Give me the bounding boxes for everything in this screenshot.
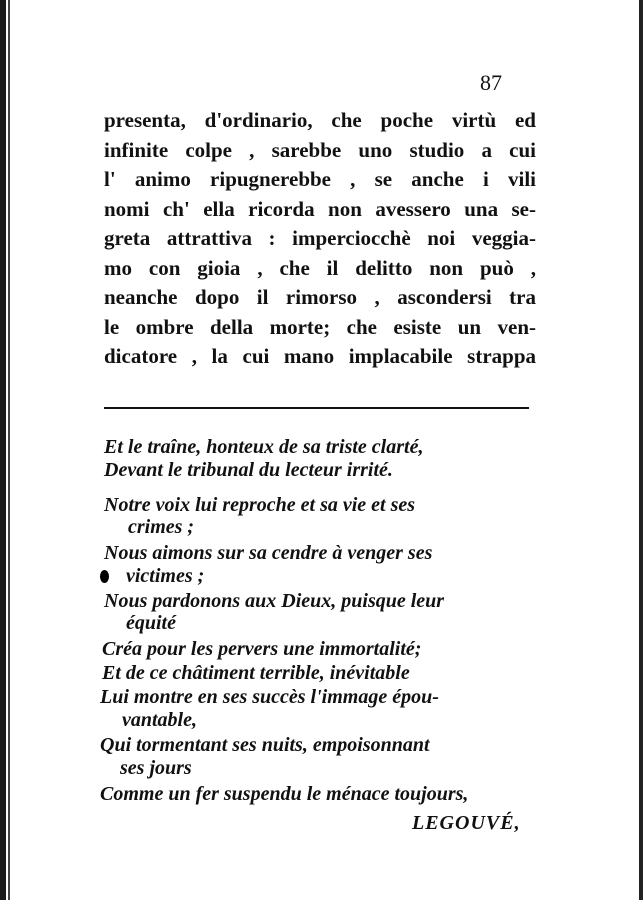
verse-line: Devant le tribunal du lecteur irrité. bbox=[104, 459, 393, 481]
ink-blot bbox=[100, 570, 109, 583]
prose-line: neanche dopo il rimorso , ascondersi tra bbox=[104, 285, 536, 309]
verse-line: vantable, bbox=[122, 709, 197, 731]
author-signature: LEGOUVÉ, bbox=[412, 812, 521, 834]
verse-line: Notre voix lui reproche et sa vie et ses bbox=[104, 494, 416, 516]
prose-line: mo con gioia , che il delitto non può , bbox=[104, 255, 536, 280]
verse-line: Nous pardonons aux Dieux, puisque leur bbox=[104, 590, 445, 612]
prose-line: presenta, d'ordinario, che poche virtù ed bbox=[104, 108, 536, 132]
prose-paragraph bbox=[104, 106, 536, 372]
prose-line: nomi ch' ella ricorda non avessero una se- bbox=[104, 196, 536, 221]
verse-line: ses jours bbox=[120, 757, 192, 779]
verse-line: Comme un fer suspendu le ménace toujours, bbox=[100, 783, 469, 805]
prose-line: greta attrattiva : imperciocchè noi veggia- bbox=[104, 226, 536, 250]
verse-line: Lui montre en ses succès l'immage épou- bbox=[100, 686, 439, 708]
scan-edge-right bbox=[639, 0, 643, 900]
verse-line: Créa pour les pervers une immortalité; bbox=[102, 638, 422, 660]
footnote-divider bbox=[104, 407, 529, 409]
prose-line: dicatore , la cui mano implacabile strappa bbox=[104, 344, 536, 368]
verse-line: Et de ce châtiment terrible, inévitable bbox=[102, 662, 410, 684]
verse-line: Et le traîne, honteux de sa triste clarté, bbox=[104, 436, 424, 458]
prose-line: le ombre della morte; che esiste un ven- bbox=[104, 314, 536, 339]
prose-line: infinite colpe , sarebbe uno studio a cui bbox=[104, 137, 536, 162]
prose-line: l' animo ripugnerebbe , se anche i vili bbox=[104, 167, 536, 191]
verse-line: crimes ; bbox=[128, 516, 195, 538]
verse-line: victimes ; bbox=[126, 565, 205, 587]
verse-line: équité bbox=[126, 612, 176, 634]
verse-line: Nous aimons sur sa cendre à venger ses bbox=[104, 542, 433, 564]
scan-edge-left-line bbox=[8, 0, 10, 900]
verse-line: Qui tormentant ses nuits, empoisonnant bbox=[100, 734, 430, 756]
scan-edge-left bbox=[0, 0, 6, 900]
page-number: 87 bbox=[480, 70, 502, 95]
